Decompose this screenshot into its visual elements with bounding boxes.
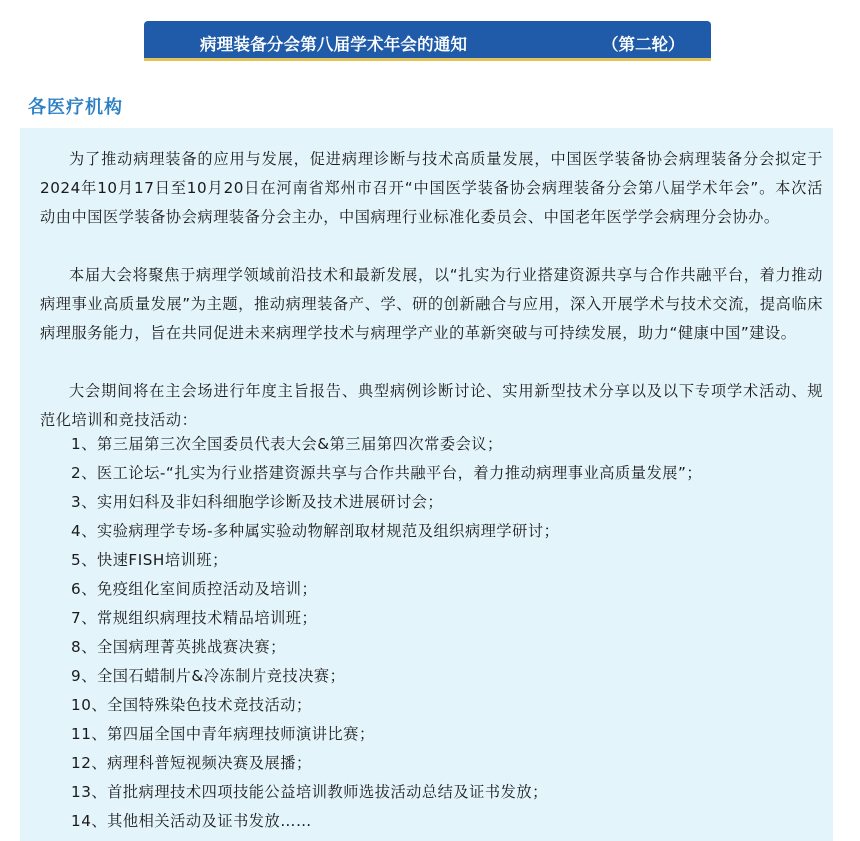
banner-title: 病理装备分会第八届学术年会的通知 — [200, 35, 468, 54]
list-item: 6、免疫组化室间质控活动及培训； — [71, 580, 318, 598]
list-item: 12、病理科普短视频决赛及展播； — [71, 754, 312, 772]
section-heading: 各医疗机构 — [28, 97, 123, 118]
list-item: 10、全国特殊染色技术竞技活动； — [71, 696, 312, 714]
list-item: 3、实用妇科及非妇科细胞学诊断及技术进展研讨会； — [71, 493, 444, 511]
list-item: 11、第四届全国中青年病理技师演讲比赛； — [71, 725, 375, 743]
paragraph-intro: 为了推动病理装备的应用与发展，促进病理诊断与技术高质量发展，中国医学装备协会病理装备分会拟定于2024年10月17日至10月20日在河南省郑州市召开“中国医学装备协会病理装备分会第八届学术年会”。本次活动由中国医学装备协会病理装备分会主办，中国病理行业标准化委员会、中国老年医学学会病理分会协办。 — [40, 150, 823, 226]
list-item: 13、首批病理技术四项技能公益培训教师选拔活动总结及证书发放； — [71, 783, 548, 801]
list-item: 9、全国石蜡制片&冷冻制片竞技决赛； — [71, 667, 346, 685]
list-item: 8、全国病理菁英挑战赛决赛； — [71, 638, 286, 656]
paragraph-theme: 本届大会将聚焦于病理学领域前沿技术和最新发展，以“扎实为行业搭建资源共享与合作共融平台，着力推动病理事业高质量发展”为主题，推动病理装备产、学、研的创新融合与应用，深入开展学术与技术交流，提高临床病理服务能力，旨在共同促进未来病理学技术与病理学产业的革新突破与可持续发展，助力“健康中国”建设。 — [40, 266, 823, 342]
list-item: 7、常规组织病理技术精品培训班； — [71, 609, 318, 627]
banner-round-label: （第二轮） — [602, 35, 685, 54]
list-item: 2、医工论坛-“扎实为行业搭建资源共享与合作共融平台，着力推动病理事业高质量发展”； — [71, 464, 703, 482]
list-item: 5、快速FISH培训班； — [71, 551, 228, 569]
notice-title-banner — [144, 21, 711, 61]
list-item: 4、实验病理学专场-多种属实验动物解剖取材规范及组织病理学研讨； — [71, 522, 560, 540]
list-item: 1、第三届第三次全国委员代表大会&第三届第四次常委会议； — [71, 435, 503, 453]
paragraph-activities-intro: 大会期间将在主会场进行年度主旨报告、典型病例诊断讨论、实用新型技术分享以及以下专项学术活动、规范化培训和竞技活动： — [40, 382, 823, 429]
list-item: 14、其他相关活动及证书发放…… — [71, 812, 312, 830]
activity-list — [71, 430, 702, 836]
